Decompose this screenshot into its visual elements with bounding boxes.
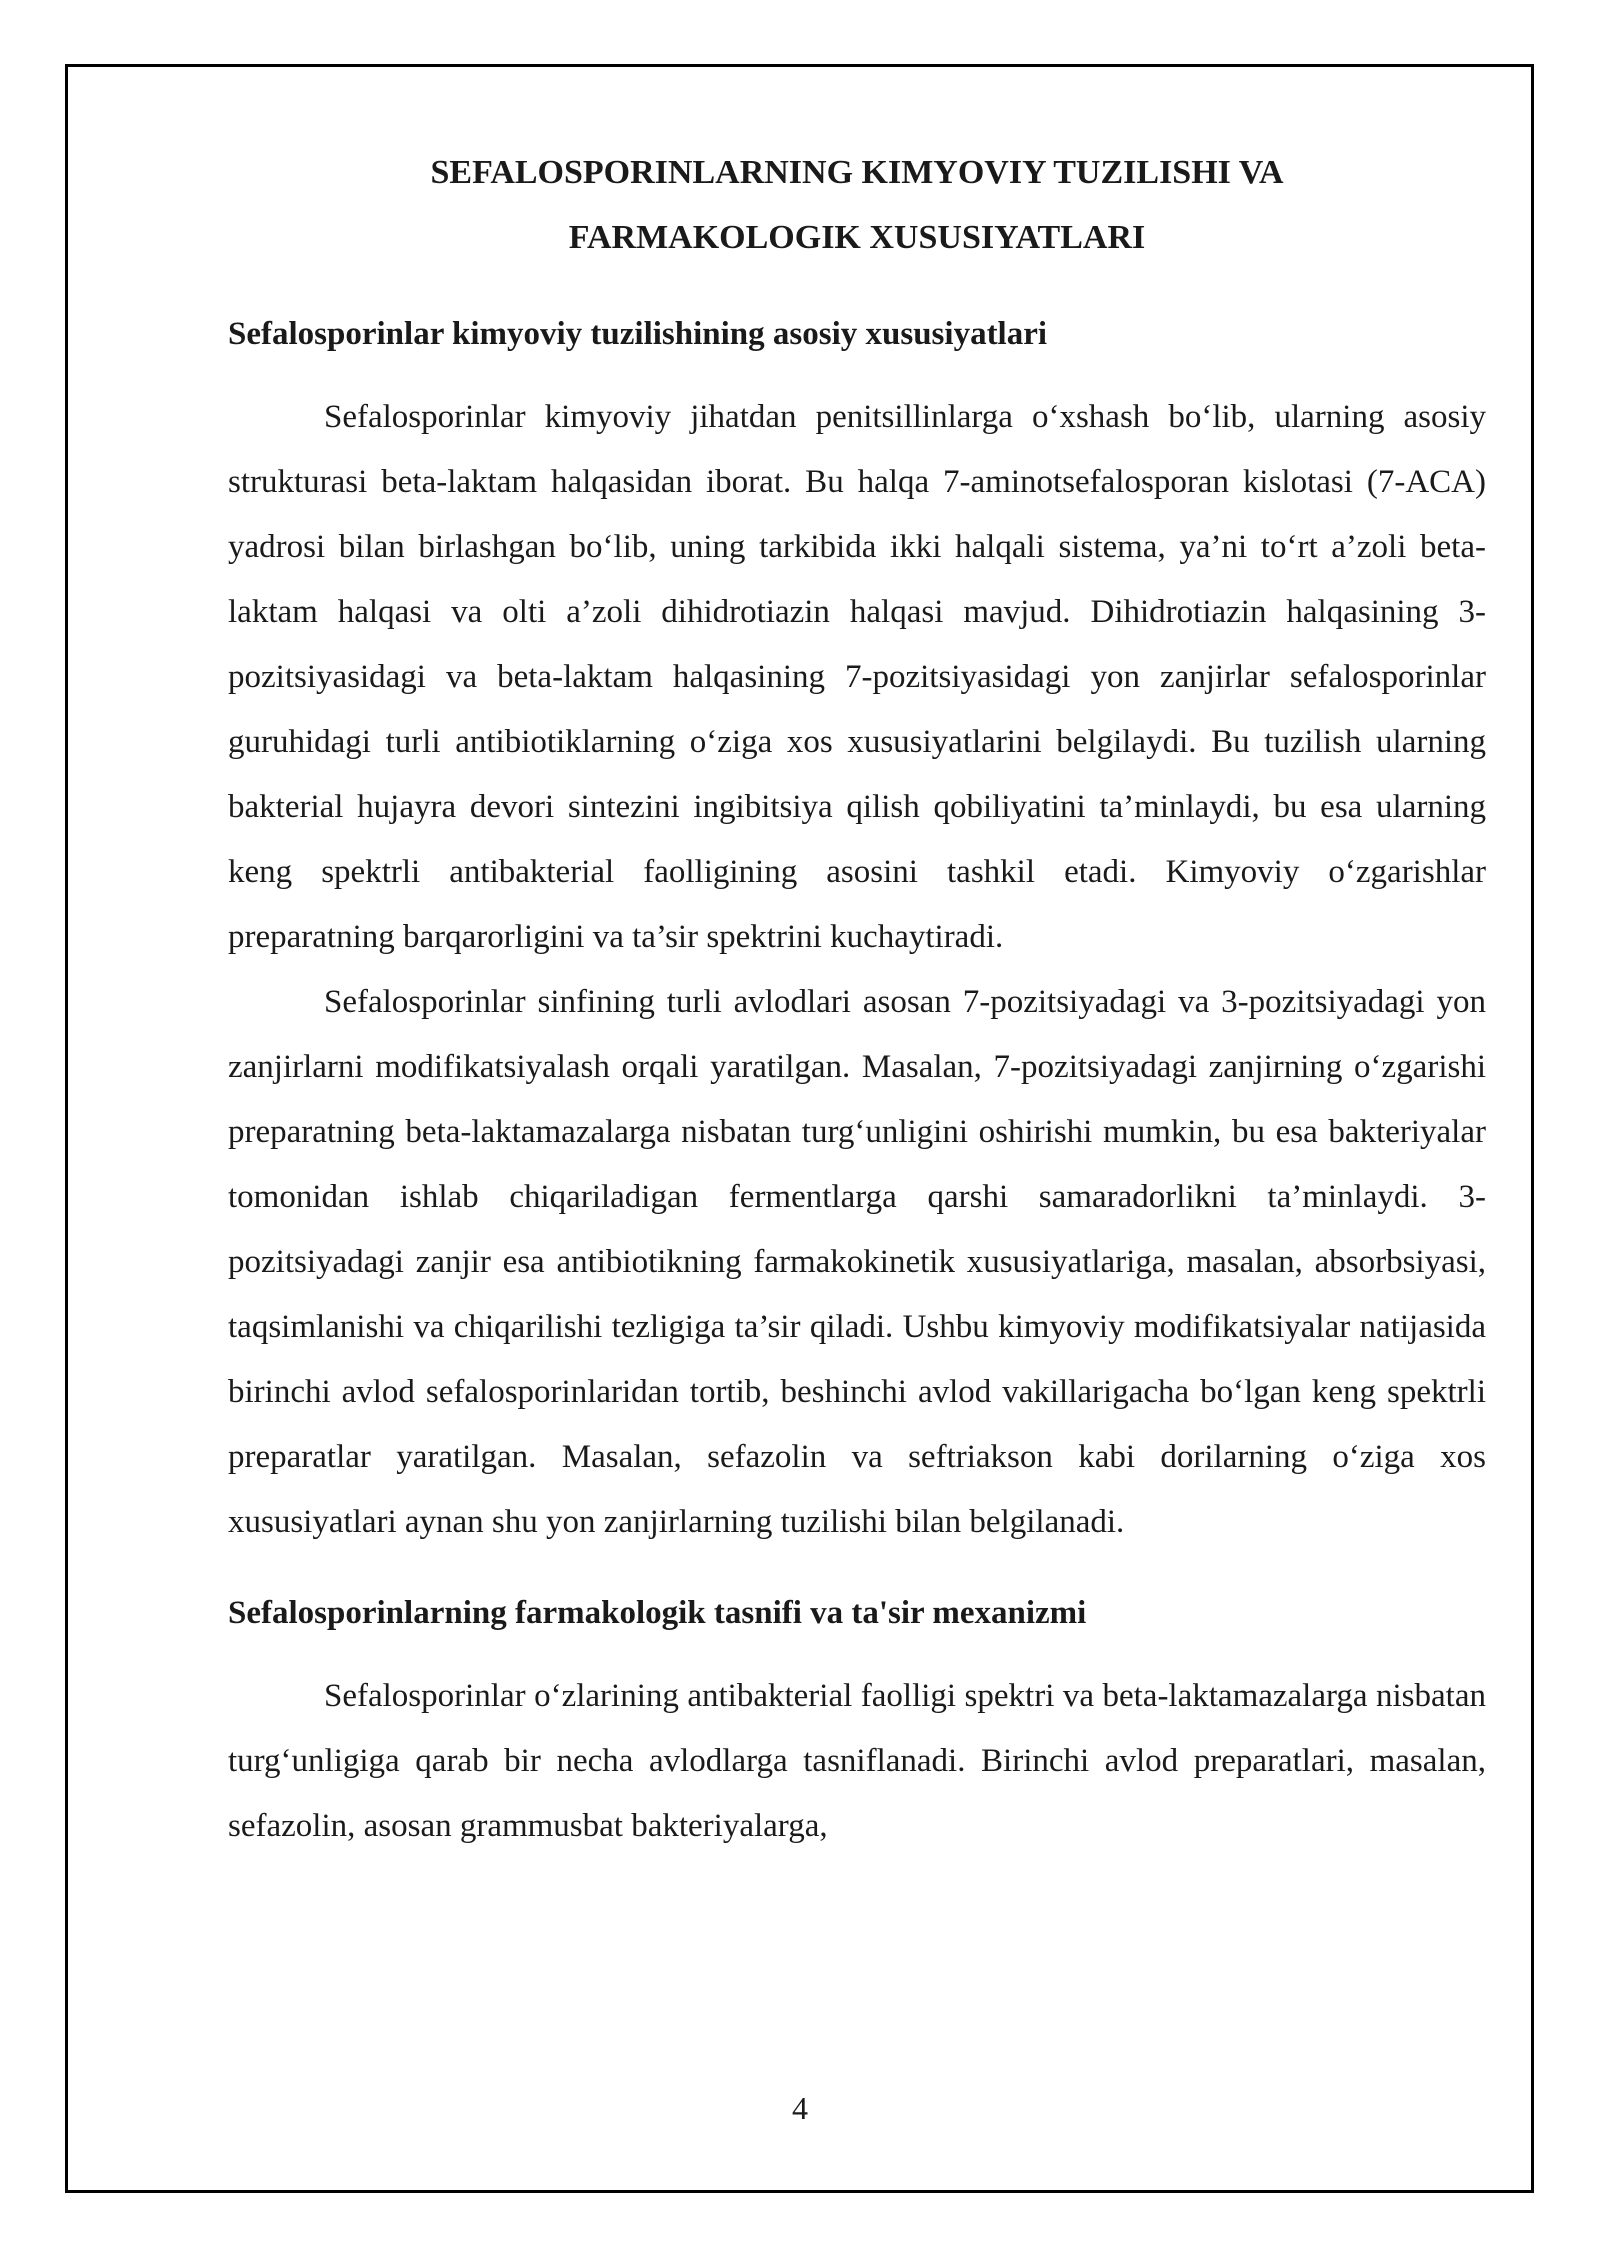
page-content [228, 140, 1486, 1859]
section-heading: Sefalosporinlarning farmakologik tasnifi va ta'sir mexanizmi [228, 1595, 1087, 1631]
title-line-2: FARMAKOLOGIK XUSUSIYATLARI [568, 219, 1146, 256]
body-paragraph: Sefalosporinlar kimyoviy jihatdan penitsillinlarga o‘xshash bo‘lib, ularning asosiy strukturasi beta-laktam halqasidan iborat. Bu halqa 7-aminotsefalosporan kislotasi (7-ACA) yadrosi bilan birlashgan bo‘lib, uning tarkibida ikki halqali sistema, ya’ni to‘rt a’zoli beta-laktam halqasi va olti a’zoli dihidrotiazin halqasi mavjud. Dihidrotiazin halqasining 3-pozitsiyasidagi va beta-laktam halqasining 7-pozitsiyasidagi yon zanjirlar sefalosporinlar guruhidagi turli antibiotiklarning o‘ziga xos xususiyatlarini belgilaydi. Bu tuzilish ularning bakterial hujayra devori sintezini ingibitsiya qilish qobiliyatini ta’minlaydi, bu esa ularning keng spektrli antibakterial faolligining asosini tashkil etadi. Kimyoviy o‘zgarishlar preparatning barqarorligini va ta’sir spektrini kuchaytiradi. [228, 399, 1486, 955]
section-heading: Sefalosporinlar kimyoviy tuzilishining asosiy xususiyatlari [228, 316, 1048, 352]
body-paragraph: Sefalosporinlar o‘zlarining antibakterial faolligi spektri va beta-laktamazalarga nisbatan turg‘unligiga qarab bir necha avlodlarga tasniflanadi. Birinchi avlod preparatlari, masalan, sefazolin, asosan grammusbat bakteriyalarga, [228, 1678, 1486, 1844]
body-paragraph: Sefalosporinlar sinfining turli avlodlari asosan 7-pozitsiyadagi va 3-pozitsiyadagi yon zanjirlarni modifikatsiyalash orqali yaratilgan. Masalan, 7-pozitsiyadagi zanjirning o‘zgarishi preparatning beta-laktamazalarga nisbatan turg‘unligini oshirishi mumkin, bu esa bakteriyalar tomonidan ishlab chiqariladigan fermentlarga qarshi samaradorlikni ta’minlaydi. 3-pozitsiyadagi zanjir esa antibiotikning farmakokinetik xususiyatlariga, masalan, absorbsiyasi, taqsimlanishi va chiqarilishi tezligiga ta’sir qiladi. Ushbu kimyoviy modifikatsiyalar natijasida birinchi avlod sefalosporinlaridan tortib, beshinchi avlod vakillarigacha bo‘lgan keng spektrli preparatlar yaratilgan. Masalan, sefazolin va seftriakson kabi dorilarning o‘ziga xos xususiyatlari aynan shu yon zanjirlarning tuzilishi bilan belgilanadi. [228, 984, 1486, 1540]
section-pharmacological-classification [228, 1581, 1486, 1859]
document-title [228, 140, 1486, 270]
section-chemical-structure [228, 302, 1486, 1555]
page-number: 4 [792, 2090, 808, 2126]
title-line-1: SEFALOSPORINLARNING KIMYOVIY TUZILISHI VA [430, 154, 1284, 191]
